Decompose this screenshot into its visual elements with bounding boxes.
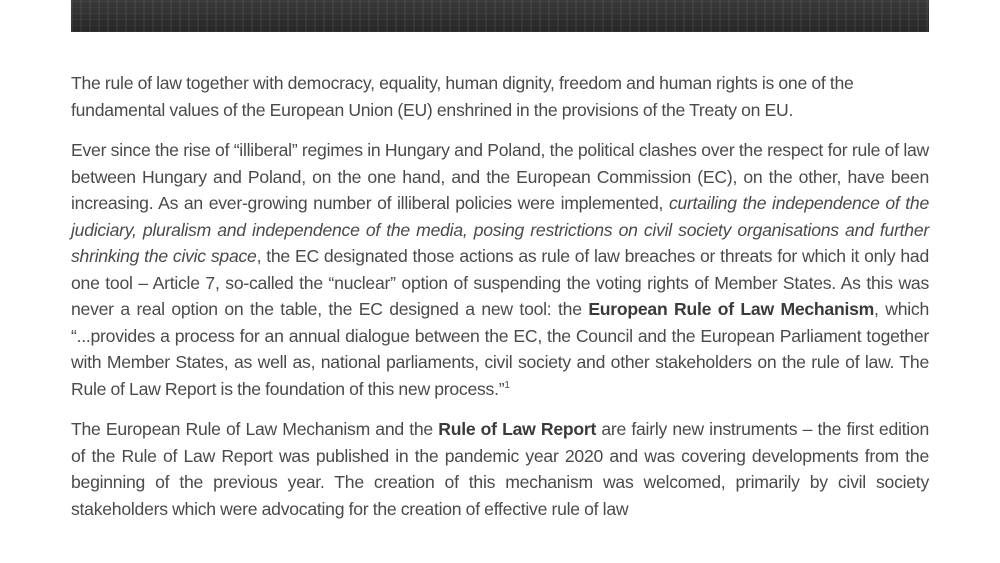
paragraph-illiberal-regimes xyxy=(71,137,929,402)
paragraph-text: The rule of law together with democracy, equality, human dignity, freedom and human rights is one of the fundamental values of the European Union (EU) enshrined in the provisions of the Treaty on EU. xyxy=(71,73,854,120)
italic-emphasis: curtailing the independence of the judiciary, pluralism and independence of the media, posing restrictions on civil society organisations and further shrinking the civic space xyxy=(71,193,929,266)
paragraph-text: Ever since the rise of “illiberal” regimes in Hungary and Poland, the political clashes over the respect for rule of law between Hungary and Poland, on the one hand, and the European Commission (EC), on the other, have been increasing. As an ever-growing number of illiberal policies were implemented, xyxy=(71,140,929,213)
paragraph-text: The European Rule of Law Mechanism and the xyxy=(71,419,439,439)
bold-term-rule-of-law-report: Rule of Law Report xyxy=(438,419,597,439)
paragraph-rule-of-law-values xyxy=(71,70,929,123)
footnote-reference[interactable]: 1 xyxy=(504,379,510,391)
header-banner-image xyxy=(71,0,929,32)
paragraph-text: , which “...provides a process for an annual dialogue between the EC, the Council and the European Parliament together with Member States, as well as, national parliaments, civil society and other stakeholders on the rule of law. The Rule of Law Report is the foundation of this new process.” xyxy=(71,299,929,399)
bold-term-rule-of-law-mechanism: European Rule of Law Mechanism xyxy=(588,299,875,319)
paragraph-new-instruments xyxy=(71,416,929,522)
paragraph-text: , the EC designated those actions as rule of law breaches or threats for which it only had one tool – Article 7, so-called the “nuclear” option of suspending the voting rights of Member States. As this was never a real option on the table, the EC designed a new tool: the xyxy=(71,246,929,319)
paragraph-text: are fairly new instruments – the first edition of the Rule of Law Report was published in the pandemic year 2020 and was covering developments from the beginning of the previous year. The creation of this mechanism was welcomed, primarily by civil society stakeholders which were advocating for the creation of effective rule of law xyxy=(71,419,930,519)
document-body xyxy=(71,70,929,536)
